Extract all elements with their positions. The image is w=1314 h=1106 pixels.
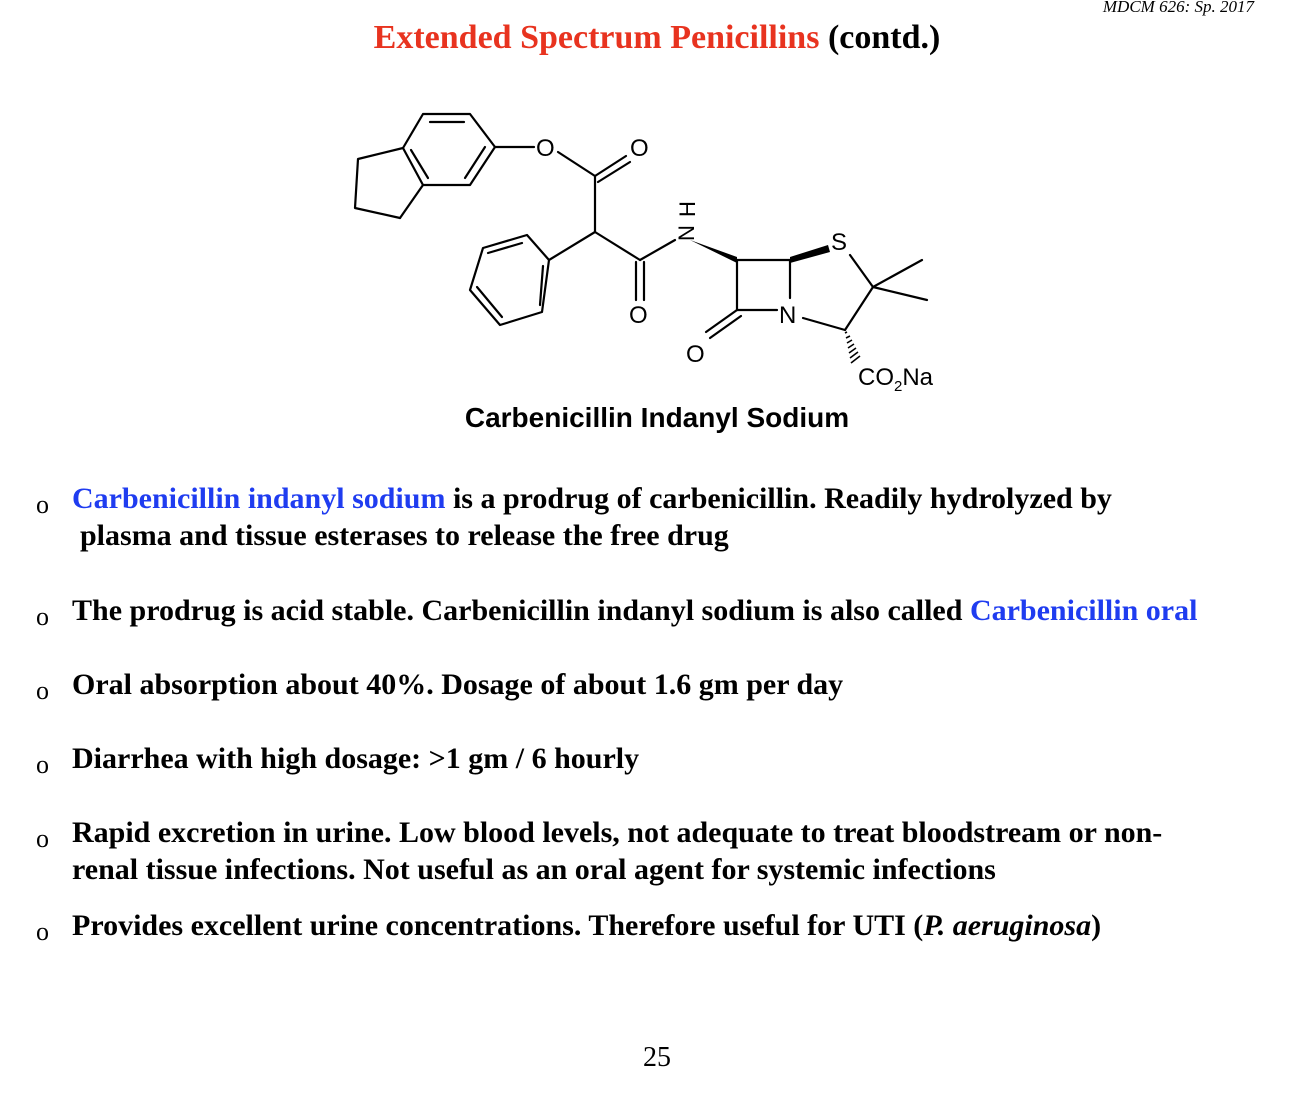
bullet-text: [72, 480, 1306, 554]
bullet-text-main: The prodrug is acid stable. Carbenicillin indanyl sodium is also called: [72, 594, 970, 627]
bullet-item: [36, 592, 1306, 629]
bullet-text-main: Rapid excretion in urine. Low blood levels, not adequate to treat bloodstream or non-: [72, 816, 1163, 849]
amide-carbonyl-oxygen-label: O: [629, 302, 648, 329]
bullet-marker: o: [36, 490, 49, 519]
highlight-term: Carbenicillin indanyl sodium: [72, 482, 446, 515]
bullet-text: [72, 907, 1306, 944]
bullet-marker: o: [36, 750, 49, 779]
chemical-structure: [340, 100, 970, 400]
page-number: 25: [643, 1042, 671, 1073]
compound-name: Carbenicillin Indanyl Sodium: [464, 402, 850, 433]
lactam-oxygen-label: O: [686, 341, 705, 368]
amide-hydrogen-label: H: [675, 201, 700, 217]
carboxylate-subscript: 2: [894, 378, 903, 395]
bullet-marker: o: [36, 917, 49, 946]
bullet-text-close: ): [1091, 909, 1102, 942]
sulfur-label: S: [831, 229, 848, 256]
bullet-item: [36, 480, 1306, 554]
ester-carbonyl-oxygen-label: O: [630, 135, 649, 162]
course-tag: MDCM 626: Sp. 2017: [1102, 0, 1254, 16]
bullet-text-rest: is a prodrug of carbenicillin. Readily hydrolyzed by: [445, 482, 1112, 515]
bullet-item: [36, 907, 1306, 944]
title-suffix: (contd.): [819, 19, 941, 56]
bullet-marker: o: [36, 824, 49, 853]
bullet-item: [36, 740, 1306, 777]
ring-nitrogen-label: N: [779, 302, 797, 329]
bullet-text: [72, 592, 1306, 629]
highlight-term: Carbenicillin oral: [969, 594, 1198, 627]
bullet-text: [72, 814, 1306, 888]
bullet-text-line2: plasma and tissue esterases to release the free drug: [80, 519, 729, 552]
bullet-item: [36, 666, 1306, 703]
amide-nitrogen-label: N: [674, 225, 699, 241]
bullet-marker: o: [36, 602, 49, 631]
bullet-text: Diarrhea with high dosage: >1 gm / 6 hourly: [72, 742, 640, 775]
bullet-text-line2: renal tissue infections. Not useful as an oral agent for systemic infections: [72, 853, 996, 886]
ester-oxygen-label: O: [536, 135, 555, 162]
bullet-marker: o: [36, 676, 49, 705]
carboxylate-co: CO: [858, 364, 894, 391]
title-highlight: Extended Spectrum Penicillins: [373, 19, 820, 56]
slide-title: [0, 16, 1314, 60]
organism-name: P. aeruginosa: [923, 909, 1092, 942]
bullet-item: [36, 814, 1306, 888]
bullet-text-main: Provides excellent urine concentrations. Therefore useful for UTI (: [72, 909, 924, 942]
bullet-text: Oral absorption about 40%. Dosage of about 1.6 gm per day: [72, 668, 844, 701]
carboxylate-label: [858, 364, 934, 395]
carboxylate-na: Na: [902, 364, 934, 391]
carbenicillin-indanyl-structure: [340, 100, 970, 400]
